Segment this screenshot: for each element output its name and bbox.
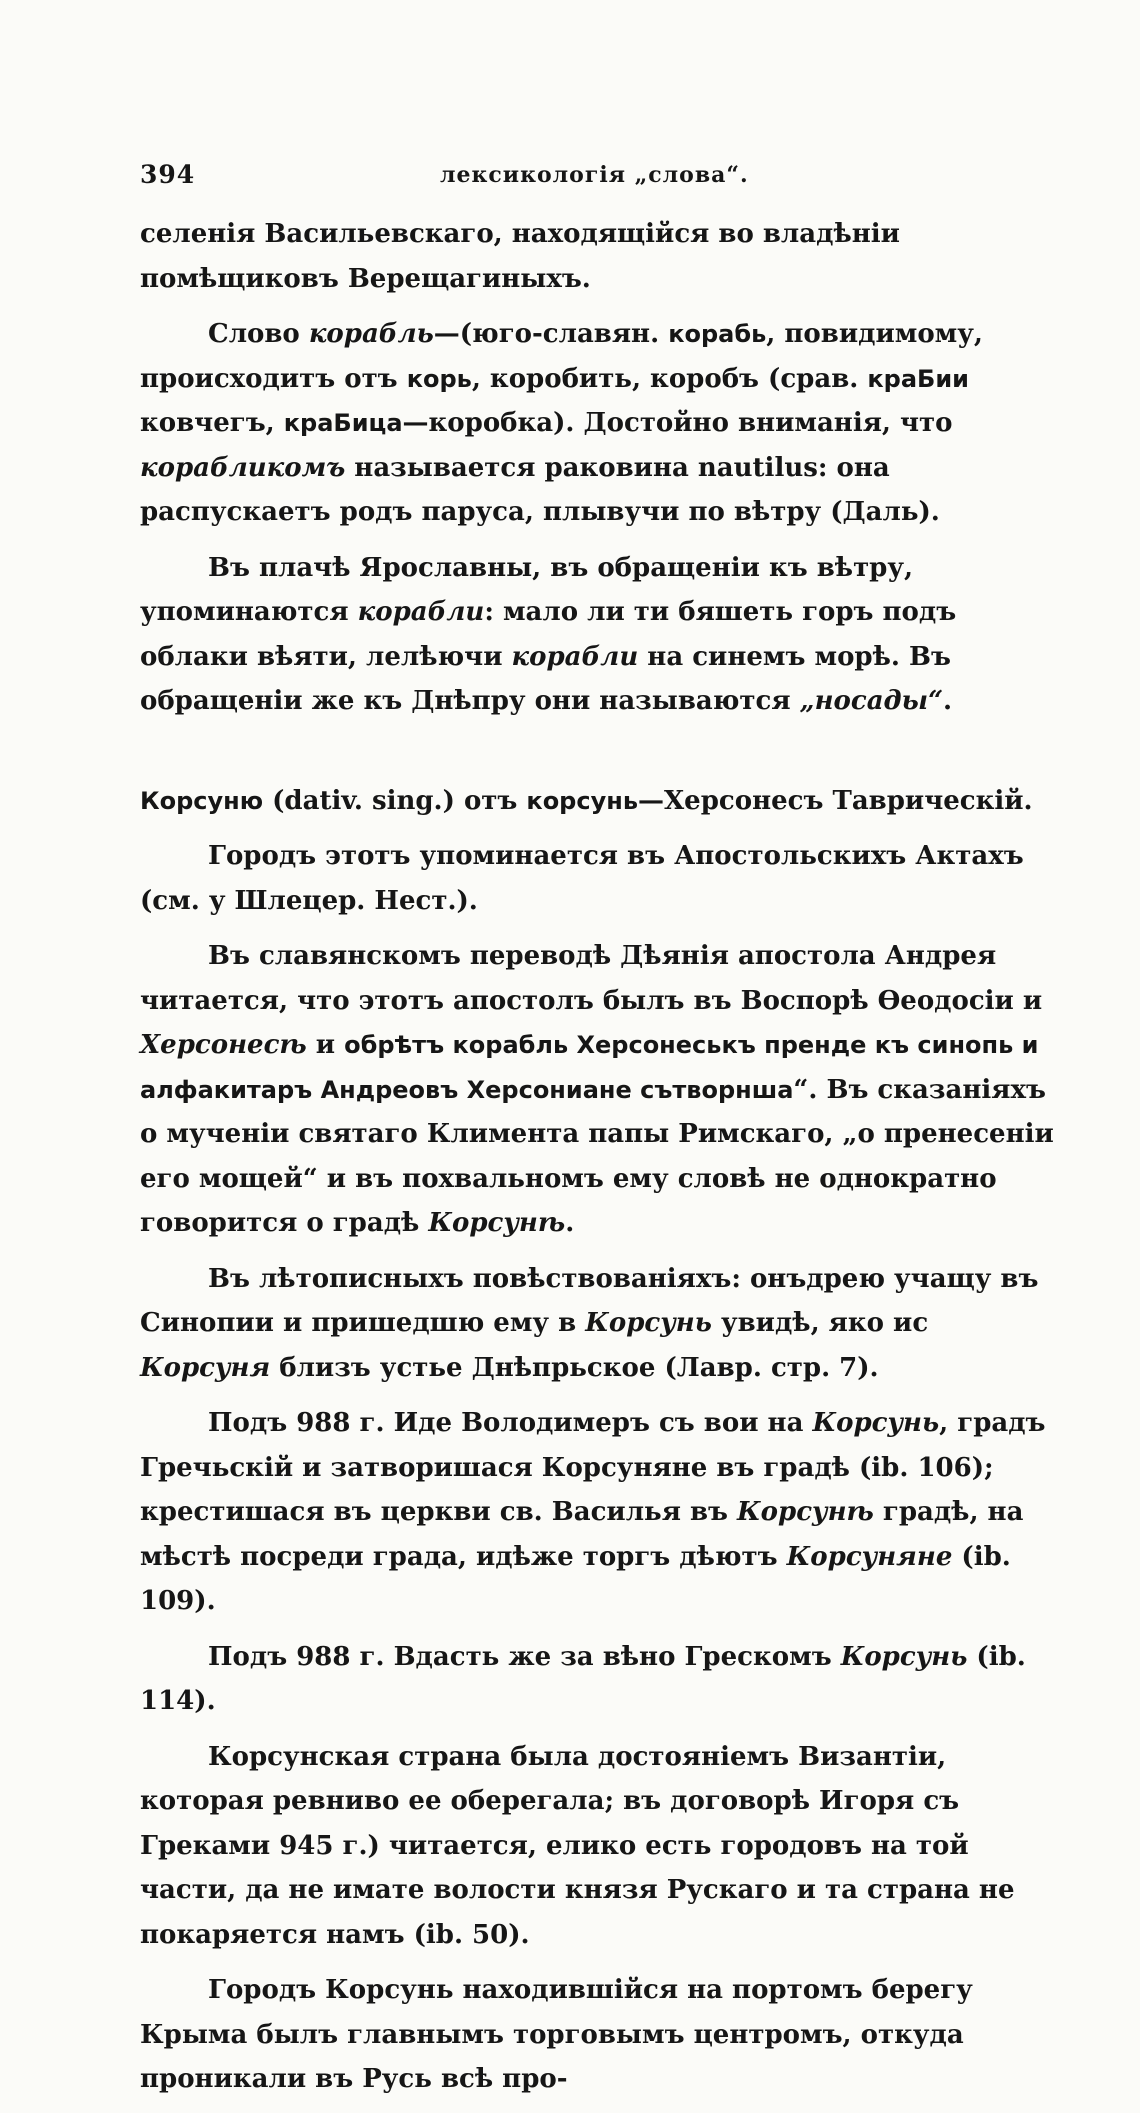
italic-term: „носады“ [799, 686, 944, 716]
headword: Корсуню [140, 786, 264, 815]
italic-term: Корсунѣ [428, 1208, 566, 1238]
paragraph-2 [140, 546, 1060, 724]
paragraph-6 [140, 1257, 1060, 1391]
text-segment: Подъ 988 г. Вдасть же за вѣно Грескомъ [208, 1641, 841, 1672]
entry-heading [140, 779, 1060, 824]
text-segment: увидѣ, яко ис [711, 1308, 929, 1338]
text-segment: на синемъ морѣ. Въ обращеніи же къ Днѣпру они называются [140, 641, 951, 716]
running-title: лексикологія „слова“. [440, 162, 749, 188]
text-segment: —Херсонесъ Таврическій. [638, 785, 1033, 816]
text-segment: ковчегъ, [140, 408, 284, 438]
text-segment: Въ славянскомъ переводѣ Дѣянія апостола Андрея читается, что этотъ апостолъ былъ въ Воспорѣ Ѳеодосіи и [140, 941, 1043, 1016]
text-segment: Слово [208, 319, 309, 349]
text-segment: Въ лѣтописныхъ повѣствованіяхъ: онъдрею учащу въ Синопии и пришедшю ему в [140, 1263, 1039, 1338]
text-segment: . [565, 1208, 575, 1238]
italic-term: корабликомъ [140, 452, 346, 483]
paragraph-10 [140, 1968, 1060, 2102]
page-header [140, 160, 1060, 200]
paragraph-7 [140, 1401, 1060, 1624]
text-segment: . [943, 686, 953, 716]
paragraph-5 [140, 934, 1060, 1246]
church-slavonic-word: корь [406, 364, 472, 393]
text-segment: : мало ли ти бяшеть горъ подъ облаки вѣяти, лелѣючи [140, 597, 957, 672]
section-gap [140, 735, 1060, 779]
text-segment: (ib. 109). [140, 1541, 1011, 1616]
text-segment: Подъ 988 г. Иде Володимеръ съ вои на [208, 1408, 813, 1438]
paragraph-0 [140, 212, 1060, 301]
text-segment: Корсунская страна была достояніемъ Византіи, которая ревниво ее оберегала; въ договорѣ Игоря съ Греками 945 г.) читается, елико есть городовъ на той части, да не имате волости князя Рускаго и та страна не покаряется намъ (ib. 50). [140, 1741, 1015, 1950]
italic-term: корабль [308, 319, 434, 349]
text-segment: градѣ, на мѣстѣ посреди града, идѣже торгъ дѣютъ [140, 1497, 1024, 1572]
church-slavonic-word: краБица [283, 409, 403, 437]
text-segment: , коробить, коробъ (срав. [471, 363, 868, 394]
body-text [140, 212, 1060, 2113]
paragraph-4 [140, 834, 1060, 923]
text-segment: селенія Васильевскаго, находящійся во владѣніи помѣщиковъ Верещагиныхъ. [140, 219, 900, 294]
italic-term: Корсуня [140, 1352, 271, 1383]
italic-term: Херсонесѣ [140, 1030, 307, 1060]
church-slavonic-word: краБии [867, 364, 969, 393]
italic-term: корабли [357, 597, 485, 627]
church-slavonic-quote: обрѣтъ корабль Херсонеськъ пренде къ синопь и алфакитаръ Андреовъ Херсониане сътворнша [140, 1031, 1039, 1104]
text-segment: —(юго-славян. [433, 319, 669, 349]
text-segment: , повидимому, происходитъ отъ [140, 319, 983, 394]
italic-term: Корсунѣ [737, 1497, 874, 1527]
page-number: 394 [140, 160, 196, 189]
text-segment: и [306, 1030, 345, 1060]
text-segment: (dativ. sing.) отъ [263, 785, 527, 816]
italic-term: Корсунь [585, 1308, 712, 1338]
italic-term: Корсуняне [786, 1541, 953, 1572]
text-segment: близъ устье Днѣпрьское (Лавр. стр. 7). [270, 1352, 879, 1383]
text-segment: (ib. 114). [140, 1641, 1026, 1716]
italic-term: Корсунь [840, 1641, 968, 1672]
text-segment: Городъ этотъ упоминается въ Апостольскихъ Актахъ (см. у Шлецер. Нест.). [140, 841, 1024, 916]
italic-term: корабли [511, 641, 639, 672]
text-segment: , градъ Гречьскій и затворишася Корсуняне въ градѣ (ib. 106); крестишася въ церкви св. Василья въ [140, 1408, 1046, 1527]
church-slavonic-word: корабь [668, 320, 767, 348]
text-segment: —коробка). Достойно вниманія, что [402, 408, 953, 438]
italic-term: Корсунь [812, 1408, 940, 1438]
text-segment: “. Въ сказаніяхъ о мученіи святаго Климента папы Римскаго, „о пренесеніи его мощей“ и въ похвальномъ ему словѣ не однократно говорится о градѣ [140, 1074, 1054, 1238]
text-segment: Въ плачѣ Ярославны, въ обращеніи къ вѣтру, упоминаются [140, 552, 914, 627]
paragraph-8 [140, 1635, 1060, 1724]
text-segment: Городъ Корсунь находившійся на портомъ берегу Крыма былъ главнымъ торговымъ центромъ, откуда проникали въ Русь всѣ про- [140, 1975, 973, 2094]
church-slavonic-word: корсунь [526, 786, 638, 815]
paragraph-9 [140, 1735, 1060, 1958]
paragraph-1 [140, 312, 1060, 535]
text-segment: называется раковина nautilus: она распускаетъ родъ паруса, плывучи по вѣтру (Даль). [140, 452, 940, 527]
